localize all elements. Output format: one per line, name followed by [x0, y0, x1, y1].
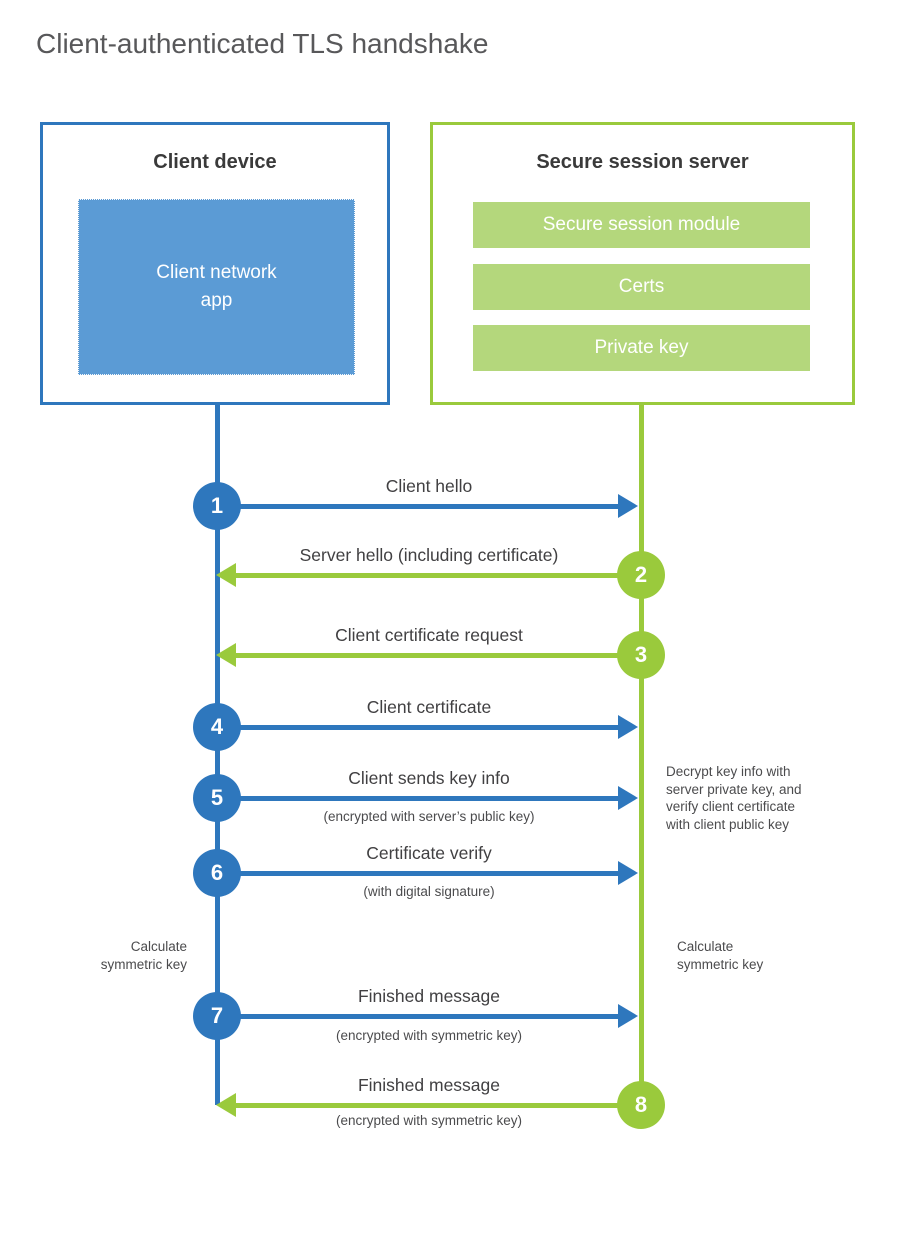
step-2-arrow	[234, 573, 641, 578]
step-5-label: Client sends key info	[348, 768, 510, 788]
step-4-arrowhead-right-icon	[618, 715, 638, 739]
step-number: 5	[210, 785, 224, 810]
server-module-bar-secure-session-module	[473, 202, 810, 248]
client-network-app-box	[78, 199, 355, 375]
step-8-sublabel: (encrypted with symmetric key)	[335, 1113, 523, 1128]
step-5-arrow	[217, 796, 622, 801]
step-6-arrow	[217, 871, 622, 876]
step-8-marker	[617, 1081, 665, 1129]
diagram-title: Client-authenticated TLS handshake	[36, 28, 489, 59]
server-module-label: Private key	[594, 337, 689, 358]
step-2-arrowhead-left-icon	[216, 563, 236, 587]
step-8-arrowhead-left-icon	[216, 1093, 236, 1117]
step-4-arrow	[217, 725, 622, 730]
step-5-marker	[193, 774, 241, 822]
server-lifeline	[639, 405, 644, 1105]
step-1-arrow	[217, 504, 622, 509]
step-7-arrowhead-right-icon	[618, 1004, 638, 1028]
step-8-arrow	[234, 1103, 641, 1108]
calculate-symmetric-key-note-server: Calculate symmetric key	[677, 939, 764, 972]
step-number: 8	[634, 1092, 648, 1117]
step-number: 3	[634, 642, 648, 667]
step-6-label: Certificate verify	[366, 843, 492, 863]
server-module-bar-private-key	[473, 325, 810, 371]
client-device-title: Client device	[153, 151, 277, 173]
step-4-marker	[193, 703, 241, 751]
client-network-app-label: Client network app	[156, 262, 277, 311]
decrypt-key-info-note: Decrypt key info with server private key, and verify client certificate with client public key	[666, 764, 802, 832]
step-6-sublabel: (with digital signature)	[363, 884, 495, 899]
step-3-label: Client certificate request	[335, 625, 523, 645]
step-number: 1	[210, 493, 224, 518]
step-6-marker	[193, 849, 241, 897]
step-2-marker	[617, 551, 665, 599]
step-5-arrowhead-right-icon	[618, 786, 638, 810]
step-7-arrow	[217, 1014, 622, 1019]
step-1-arrowhead-right-icon	[618, 494, 638, 518]
step-3-marker	[617, 631, 665, 679]
calculate-symmetric-key-note-client: Calculate symmetric key	[100, 939, 187, 972]
server-module-label: Secure session module	[542, 214, 741, 235]
server-title: Secure session server	[536, 151, 749, 173]
step-1-label: Client hello	[385, 476, 473, 496]
step-7-marker	[193, 992, 241, 1040]
step-8-label: Finished message	[357, 1075, 501, 1095]
step-3-arrow	[234, 653, 641, 658]
step-5-sublabel: (encrypted with server’s public key)	[323, 809, 535, 824]
step-3-arrowhead-left-icon	[216, 643, 236, 667]
step-2-label: Server hello (including certificate)	[299, 545, 559, 565]
step-7-sublabel: (encrypted with symmetric key)	[335, 1028, 523, 1043]
step-number: 4	[210, 714, 224, 739]
step-7-label: Finished message	[357, 986, 501, 1006]
step-1-marker	[193, 482, 241, 530]
step-number: 6	[210, 860, 224, 885]
step-number: 2	[634, 562, 648, 587]
step-6-arrowhead-right-icon	[618, 861, 638, 885]
step-4-label: Client certificate	[366, 697, 492, 717]
server-module-label: Certs	[618, 276, 665, 297]
step-number: 7	[210, 1003, 224, 1028]
server-module-bar-certs	[473, 264, 810, 310]
